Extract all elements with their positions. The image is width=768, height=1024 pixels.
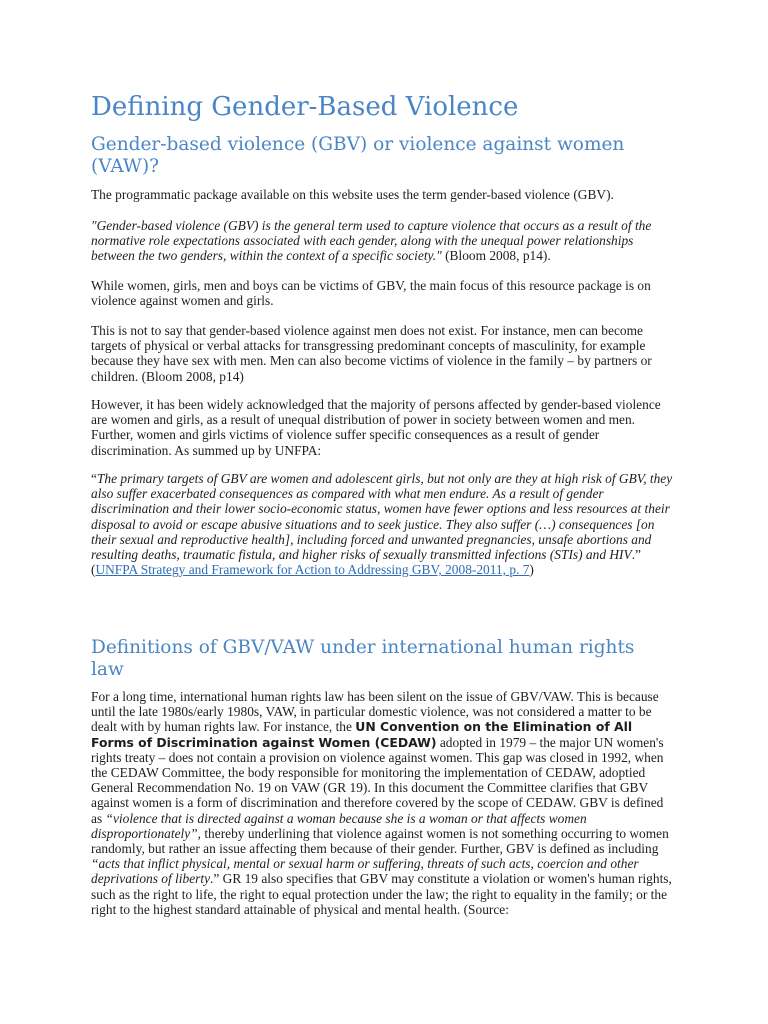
unfpa-quote-open: “ [91,471,97,486]
unfpa-strategy-link[interactable]: UNFPA Strategy and Framework for Action to Addressing GBV, 2008-2011, p. 7 [95,562,530,578]
definition-quote-text: "Gender-based violence (GBV) is the general term used to capture violence that occurs as a result of the normative role expectations associated with each gender, along with the unequal power relationships between the two genders, within the context of a specific society." [91,218,652,264]
intro-paragraph: The programmatic package available on this website uses the term gender-based violence (GBV). [91,187,614,202]
section-heading-international-law: Definitions of GBV/VAW under international human rights law [91,637,635,680]
unfpa-quote [91,471,677,577]
unfpa-quote-end: ) [529,562,534,578]
gbv-definition-quote: “violence that is directed against a woman because she is a woman or that affects women disproportionately” [91,810,587,841]
majority-paragraph: However, it has been widely acknowledged that the majority of persons affected by gender-based violence are women and girls, as a result of unequal distribution of power in society between women and men. Further, women and girls victims of violence suffer specific consequences as a result of gender discrimination. As summed up by UNFPA: [91,397,661,458]
international-law-paragraph [91,689,677,917]
gbv-acts-quote: “acts that inflict physical, mental or sexual harm or suffering, threats of such acts, coercion and other deprivations of liberty [91,856,639,887]
definition-quote-citation: (Bloom 2008, p14). [441,248,551,264]
section-heading-gbv-vs-vaw: Gender-based violence (GBV) or violence against women (VAW)? [91,134,625,177]
definition-quote [91,218,677,264]
men-victims-paragraph: This is not to say that gender-based violence against men does not exist. For instance, men can become targets of physical or verbal attacks for transgressing predominant concepts of masculinity, for example because they have sex with men. Men can also become victims of violence in the family – by partners or children. (Bloom 2008, p14) [91,323,652,384]
unfpa-quote-text: The primary targets of GBV are women and adolescent girls, but not only are they at high risk of GBV, they also suffer exacerbated consequences as compared with what men endure. As a result of gender discrimination and their lower socio-economic status, women have fewer options and less resources at their disposal to avoid or escape abusive situations and to seek justice. They also suffer (…) consequences [on their sexual and reproductive health], including forced and unwanted pregnancies, unsafe abortions and resulting deaths, traumatic fistula, and higher risks of sexually transmitted infections (STIs) and HIV [91,471,673,563]
paragraph-text: , thereby underlining that violence against women is not something occurring to women randomly, but rather an issue affecting them because of their gender. Further, GBV is defined as including [91,825,669,857]
cedaw-name: UN Convention on the Elimination of All Forms of Discrimination against Women (CEDAW) [91,719,633,750]
focus-paragraph: While women, girls, men and boys can be victims of GBV, the main focus of this resource package is on violence against women and girls. [91,278,651,309]
page-title: Defining Gender-Based Violence [91,92,519,122]
unfpa-quote-close: .” ( [91,547,641,578]
paragraph-text: .” GR 19 also specifies that GBV may constitute a violation or women's human rights, such as the right to life, the right to equal protection under the law; the right to equality in the family; or the right to the highest standard attainable of physical and mental health. (Source: [91,871,672,917]
paragraph-text: adopted in 1979 – the major UN women's rights treaty – does not contain a provision on violence against women. This gap was closed in 1992, when the CEDAW Committee, the body responsible for monitoring the implementation of CEDAW, adoptied General Recommendation No. 19 on VAW (GR 19). In this document the Committee clarifies that GBV against women is a form of discrimination and therefore covered by the scope of CEDAW. GBV is defined as [91,734,664,826]
paragraph-text: For a long time, international human rights law has been silent on the issue of GBV/VAW. This is because until the late 1980s/early 1980s, VAW, in particular domestic violence, was not considered a matter to be dealt with by human rights law. For instance, the [91,689,659,735]
